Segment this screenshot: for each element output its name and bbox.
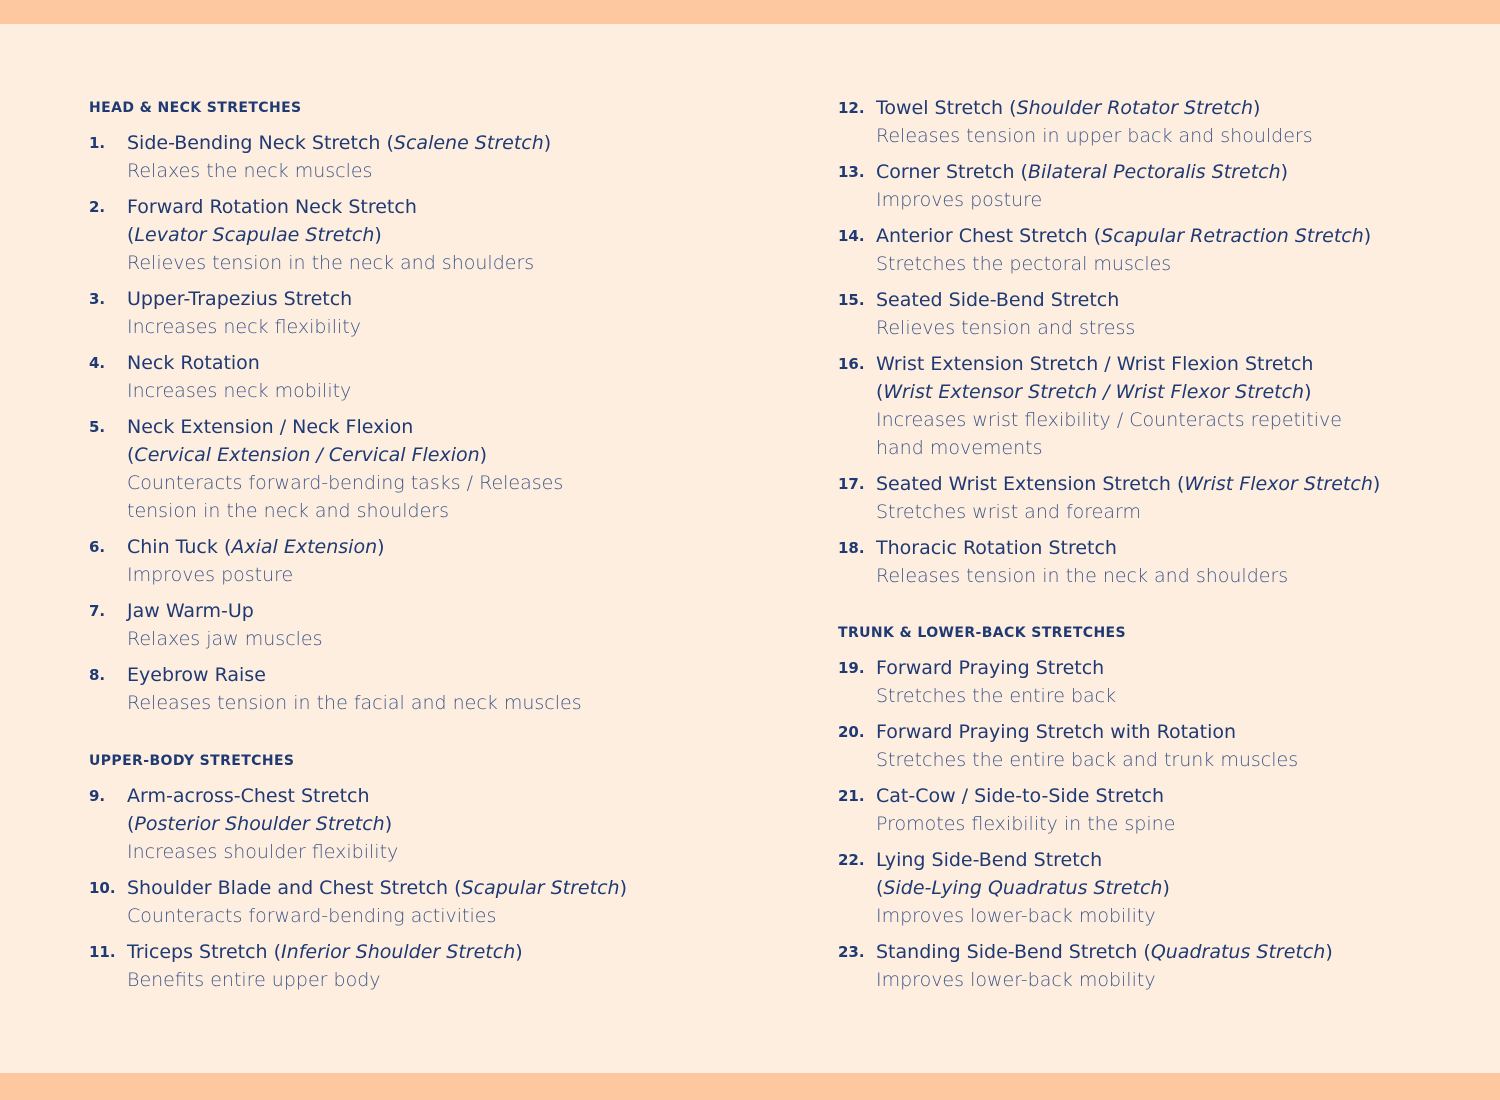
item-description [127, 902, 729, 930]
item-number: 17. [838, 475, 865, 493]
title-line [127, 129, 729, 157]
title-line [127, 597, 729, 625]
description-line: Increases wrist flexibility / Counteracts repetitive [876, 409, 1342, 431]
item-name: Standing Side-Bend Stretch [876, 941, 1138, 963]
close-paren: ) [1280, 161, 1289, 183]
item-title [127, 129, 729, 157]
title-line [127, 221, 729, 249]
list-item [89, 874, 729, 930]
item-title [876, 286, 1478, 314]
item-alt-name: Side-Lying Quadratus Stretch [883, 877, 1163, 899]
item-title [876, 158, 1478, 186]
item-number: 1. [89, 134, 106, 152]
item-description [127, 625, 729, 653]
open-paren: ( [127, 224, 135, 246]
open-paren: ( [454, 877, 462, 899]
list-item [89, 285, 729, 341]
item-number: 9. [89, 787, 106, 805]
section-head-neck [89, 94, 729, 717]
item-description [876, 682, 1478, 710]
item-title [127, 533, 729, 561]
item-description [876, 250, 1478, 278]
list-item [89, 349, 729, 405]
item-description [876, 498, 1478, 526]
item-name: Upper-Trapezius Stretch [127, 288, 353, 310]
item-alt-name: Scalene Stretch [393, 132, 544, 154]
title-line [127, 938, 729, 966]
item-list [89, 782, 729, 994]
description-line: Promotes flexibility in the spine [876, 813, 1176, 835]
list-item [838, 846, 1478, 930]
item-number: 8. [89, 666, 106, 684]
item-name: Anterior Chest Stretch [876, 225, 1088, 247]
item-name: Forward Rotation Neck Stretch [127, 196, 417, 218]
item-number: 20. [838, 723, 865, 741]
title-line [127, 193, 729, 221]
item-description [876, 122, 1478, 150]
item-alt-name: Shoulder Rotator Stretch [1016, 97, 1254, 119]
item-description [127, 157, 729, 185]
title-line [876, 654, 1478, 682]
list-item [89, 413, 729, 525]
item-description [876, 314, 1478, 342]
item-name: Thoracic Rotation Stretch [876, 537, 1117, 559]
item-name: Forward Praying Stretch [876, 657, 1105, 679]
item-description [127, 966, 729, 994]
item-number: 4. [89, 354, 106, 372]
close-paren: ) [1253, 97, 1261, 119]
description-line: Improves posture [876, 189, 1043, 211]
description-line: Releases tension in the neck and shoulders [876, 565, 1289, 587]
bottom-decorative-band [0, 1073, 1500, 1100]
item-name: Neck Extension / Neck Flexion [127, 416, 414, 438]
open-paren: ( [127, 444, 135, 466]
title-line [127, 349, 729, 377]
open-paren: ( [876, 877, 884, 899]
item-alt-name: Scapular Stretch [461, 877, 620, 899]
description-line: Counteracts forward-bending activities [127, 905, 497, 927]
item-title [127, 597, 729, 625]
item-number: 19. [838, 659, 865, 677]
item-title [127, 349, 729, 377]
item-title [876, 94, 1478, 122]
item-title [127, 938, 729, 966]
item-list [89, 129, 729, 717]
description-line: Increases neck flexibility [127, 316, 362, 338]
item-number: 16. [838, 355, 865, 373]
item-name: Neck Rotation [127, 352, 260, 374]
close-paren: ) [479, 444, 488, 466]
description-line: Benefits entire upper body [127, 969, 381, 991]
item-number: 7. [89, 602, 106, 620]
item-title [876, 222, 1478, 250]
description-line: Relaxes jaw muscles [127, 628, 323, 650]
item-list [838, 654, 1478, 994]
title-line [876, 718, 1478, 746]
description-line: Stretches the pectoral muscles [876, 253, 1172, 275]
title-line [876, 874, 1478, 902]
item-number: 11. [89, 943, 116, 961]
title-line [876, 158, 1478, 186]
description-line: Counteracts forward-bending tasks / Releases [127, 472, 564, 494]
list-item [838, 534, 1478, 590]
item-number: 12. [838, 99, 865, 117]
item-number: 22. [838, 851, 865, 869]
description-line: Improves lower-back mobility [876, 905, 1156, 927]
item-title [876, 654, 1478, 682]
title-line [876, 938, 1478, 966]
item-name: Seated Wrist Extension Stretch [876, 473, 1171, 495]
item-title [127, 782, 729, 838]
item-title [876, 534, 1478, 562]
item-number: 5. [89, 418, 106, 436]
section-upper-body [89, 747, 729, 994]
item-description [876, 562, 1478, 590]
description-line: Releases tension in upper back and shoulders [876, 125, 1313, 147]
open-paren: ( [1143, 941, 1151, 963]
title-line [127, 874, 729, 902]
description-line: Stretches the entire back and trunk muscles [876, 749, 1299, 771]
item-title [876, 846, 1478, 902]
list-item [838, 350, 1478, 462]
item-title [876, 470, 1478, 498]
description-line: Relieves tension in the neck and shoulders [127, 252, 535, 274]
item-name: Lying Side-Bend Stretch [876, 849, 1103, 871]
close-paren: ) [1162, 877, 1170, 899]
description-line: Stretches wrist and forearm [876, 501, 1141, 523]
title-line [127, 810, 729, 838]
open-paren: ( [127, 813, 135, 835]
list-item [89, 661, 729, 717]
list-item [838, 938, 1478, 994]
item-number: 13. [838, 163, 865, 181]
list-item [89, 597, 729, 653]
item-description [876, 966, 1478, 994]
item-list [838, 94, 1478, 590]
list-item [89, 533, 729, 589]
title-line [876, 470, 1478, 498]
description-line: Increases shoulder flexibility [127, 841, 399, 863]
close-paren: ) [1325, 941, 1333, 963]
description-line: Relieves tension and stress [876, 317, 1136, 339]
section-heading: UPPER-BODY STRETCHES [89, 753, 295, 769]
description-line: tension in the neck and shoulders [127, 500, 449, 522]
title-line [876, 350, 1478, 378]
item-name: Eyebrow Raise [127, 664, 266, 686]
list-item [838, 158, 1478, 214]
item-description [127, 689, 729, 717]
list-item [838, 782, 1478, 838]
list-item [838, 654, 1478, 710]
list-item [89, 129, 729, 185]
item-alt-name: Wrist Extensor Stretch / Wrist Flexor Stretch [883, 381, 1305, 403]
open-paren: ( [386, 132, 394, 154]
item-description [127, 838, 729, 866]
item-number: 10. [89, 879, 116, 897]
list-item [838, 94, 1478, 150]
item-title [127, 874, 729, 902]
item-title [876, 350, 1478, 406]
item-alt-name: Axial Extension [231, 536, 378, 558]
item-alt-name: Quadratus Stretch [1150, 941, 1326, 963]
close-paren: ) [1372, 473, 1381, 495]
title-line [876, 94, 1478, 122]
item-name: Jaw Warm-Up [127, 600, 254, 622]
item-alt-name: Levator Scapulae Stretch [134, 224, 375, 246]
list-item [838, 470, 1478, 526]
item-description [876, 810, 1478, 838]
description-line: Increases neck mobility [127, 380, 352, 402]
open-paren: ( [1020, 161, 1028, 183]
item-number: 2. [89, 198, 106, 216]
item-description [876, 902, 1478, 930]
list-item [838, 222, 1478, 278]
description-line: hand movements [876, 437, 1043, 459]
close-paren: ) [619, 877, 627, 899]
open-paren: ( [876, 381, 884, 403]
item-alt-name: Posterior Shoulder Stretch [134, 813, 385, 835]
item-description [127, 469, 729, 525]
item-name: Towel Stretch [876, 97, 1004, 119]
left-column [89, 94, 729, 1002]
title-line [876, 286, 1478, 314]
title-line [876, 534, 1478, 562]
item-number: 14. [838, 227, 865, 245]
item-number: 18. [838, 539, 865, 557]
item-number: 6. [89, 538, 106, 556]
open-paren: ( [1009, 97, 1017, 119]
title-line [127, 285, 729, 313]
close-paren: ) [1363, 225, 1372, 247]
item-number: 21. [838, 787, 865, 805]
open-paren: ( [1176, 473, 1185, 495]
description-line: Improves lower-back mobility [876, 969, 1156, 991]
description-line: Releases tension in the facial and neck muscles [127, 692, 582, 714]
item-description [127, 561, 729, 589]
item-name: Shoulder Blade and Chest Stretch [127, 877, 449, 899]
item-name: Arm-across-Chest Stretch [127, 785, 370, 807]
open-paren: ( [273, 941, 282, 963]
close-paren: ) [1304, 381, 1312, 403]
list-item [838, 286, 1478, 342]
item-title [127, 661, 729, 689]
item-alt-name: Bilateral Pectoralis Stretch [1027, 161, 1281, 183]
item-number: 23. [838, 943, 865, 961]
close-paren: ) [515, 941, 523, 963]
item-name: Seated Side-Bend Stretch [876, 289, 1120, 311]
item-name: Chin Tuck [127, 536, 218, 558]
list-item [89, 938, 729, 994]
top-decorative-band [0, 0, 1500, 24]
item-alt-name: Wrist Flexor Stretch [1184, 473, 1373, 495]
item-number: 3. [89, 290, 106, 308]
item-number: 15. [838, 291, 865, 309]
item-title [876, 782, 1478, 810]
item-name: Forward Praying Stretch with Rotation [876, 721, 1237, 743]
section-trunk-lower-back [838, 619, 1478, 994]
list-item [838, 718, 1478, 774]
section-heading: TRUNK & LOWER-BACK STRETCHES [838, 625, 1127, 641]
item-name: Side-Bending Neck Stretch [127, 132, 381, 154]
title-line [127, 782, 729, 810]
description-line: Stretches the entire back [876, 685, 1117, 707]
item-description [876, 406, 1478, 462]
item-description [876, 746, 1478, 774]
item-title [127, 193, 729, 249]
close-paren: ) [384, 813, 393, 835]
description-line: Relaxes the neck muscles [127, 160, 373, 182]
title-line [127, 413, 729, 441]
item-name: Cat-Cow / Side-to-Side Stretch [876, 785, 1165, 807]
item-description [127, 377, 729, 405]
title-line [876, 846, 1478, 874]
item-title [127, 285, 729, 313]
item-alt-name: Inferior Shoulder Stretch [281, 941, 516, 963]
item-name: Triceps Stretch [127, 941, 268, 963]
title-line [127, 441, 729, 469]
open-paren: ( [223, 536, 232, 558]
item-alt-name: Scapular Retraction Stretch [1101, 225, 1364, 247]
open-paren: ( [1093, 225, 1102, 247]
item-title [876, 938, 1478, 966]
section-heading: HEAD & NECK STRETCHES [89, 100, 302, 116]
description-line: Improves posture [127, 564, 294, 586]
item-title [127, 413, 729, 469]
item-description [127, 249, 729, 277]
item-title [876, 718, 1478, 746]
title-line [876, 222, 1478, 250]
right-column [838, 94, 1478, 1002]
list-item [89, 193, 729, 277]
item-description [876, 186, 1478, 214]
item-name: Wrist Extension Stretch / Wrist Flexion Stretch [876, 353, 1314, 375]
title-line [876, 378, 1478, 406]
title-line [127, 533, 729, 561]
section-upper-body-continued [838, 94, 1478, 590]
item-name: Corner Stretch [876, 161, 1015, 183]
close-paren: ) [543, 132, 552, 154]
item-alt-name: Cervical Extension / Cervical Flexion [134, 444, 480, 466]
title-line [876, 782, 1478, 810]
item-description [127, 313, 729, 341]
close-paren: ) [374, 224, 382, 246]
list-item [89, 782, 729, 866]
close-paren: ) [377, 536, 385, 558]
title-line [127, 661, 729, 689]
